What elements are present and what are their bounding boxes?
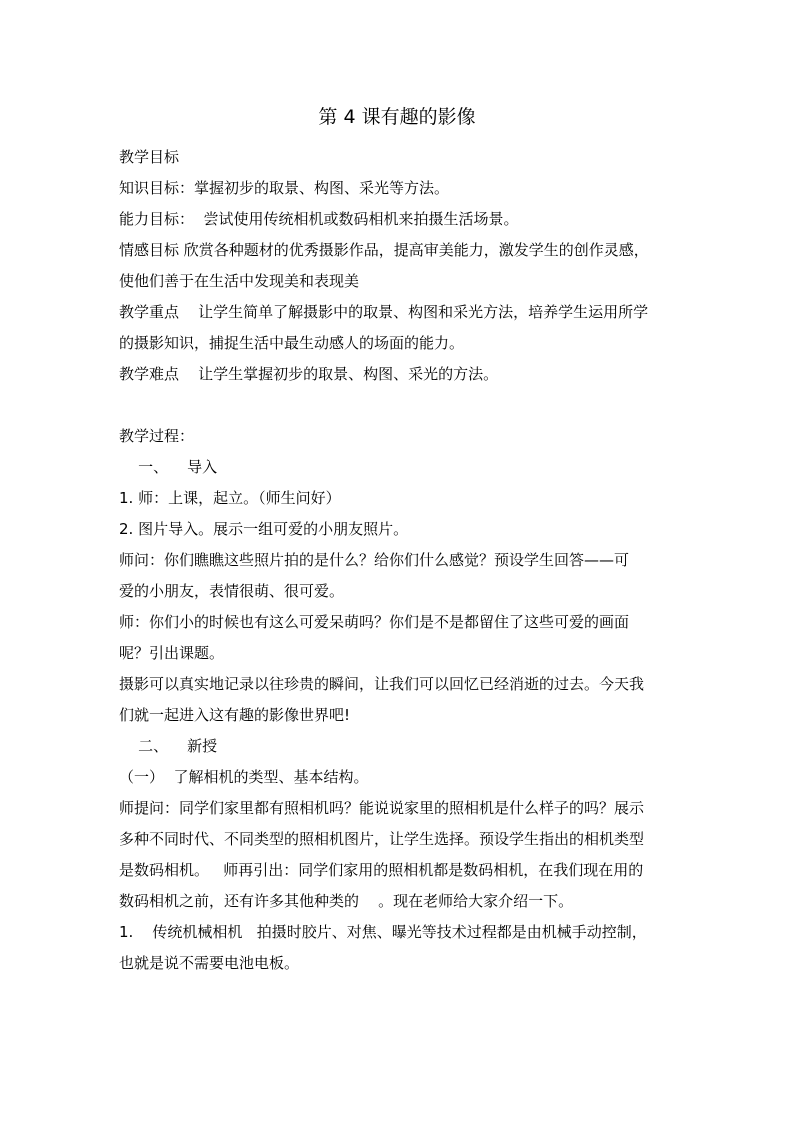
document-body — [119, 142, 679, 979]
text-line: 的摄影知识，捕捉生活中最生动感人的场面的能力。 — [119, 334, 465, 352]
text-line: 教学目标 — [119, 148, 180, 166]
blank-line — [119, 390, 679, 421]
text-line: 们就一起进入这有趣的影像世界吧! — [119, 706, 351, 724]
text-line: 知识目标：掌握初步的取景、构图、采光等方法。 — [119, 179, 450, 197]
text-line: 是数码相机。 师再引出：同学们家用的照相机都是数码相机，在我们现在用的 — [119, 861, 644, 879]
text-line: 1. 师：上课，起立。（师生问好） — [119, 489, 341, 507]
text-line: 1. 传统机械相机 拍摄时胶片、对焦、曝光等技术过程都是由机械手动控制， — [119, 923, 647, 941]
text-line: 师：你们小的时候也有这么可爱呆萌吗？你们是不是都留住了这些可爱的画面 — [119, 613, 630, 631]
text-line: 师提问：同学们家里都有照相机吗？能说说家里的照相机是什么样子的吗？展示 — [119, 799, 645, 817]
text-line: 使他们善于在生活中发现美和表现美 — [119, 272, 360, 290]
text-line: 数码相机之前，还有许多其他种类的 。现在老师给大家介绍一下。 — [119, 892, 574, 910]
text-line: 教学重点 让学生简单了解摄影中的取景、构图和采光方法，培养学生运用所学 — [119, 303, 649, 321]
text-line: 能力目标： 尝试使用传统相机或数码相机来拍摄生活场景。 — [119, 210, 519, 228]
text-line: 摄影可以真实地记录以往珍贵的瞬间，让我们可以回忆已经消逝的过去。今天我 — [119, 675, 645, 693]
text-line: 呢？引出课题。 — [119, 644, 225, 662]
text-line: 教学过程： — [119, 427, 195, 445]
text-line: 爱的小朋友，表情很萌、很可爱。 — [119, 582, 345, 600]
text-line: 多种不同时代、不同类型的照相机图片，让学生选择。预设学生指出的相机类型 — [119, 830, 645, 848]
text-line: 也就是说不需要电池电板。 — [119, 954, 300, 972]
subsection-heading: （一） 了解相机的类型、基本结构。 — [119, 768, 369, 786]
text-line: 2. 图片导入。展示一组可爱的小朋友照片。 — [119, 520, 409, 538]
text-line: 教学难点 让学生掌握初步的取景、构图、采光的方法。 — [119, 365, 499, 383]
section-heading: 一、 导入 — [119, 458, 218, 476]
section-heading: 二、 新授 — [119, 737, 218, 755]
text-line: 师问：你们瞧瞧这些照片拍的是什么？给你们什么感觉？预设学生回答——可 — [119, 551, 630, 569]
text-line: 情感目标 欣赏各种题材的优秀摄影作品，提高审美能力，激发学生的创作灵感， — [119, 241, 649, 259]
document-title: 第 4 课有趣的影像 — [318, 106, 476, 128]
